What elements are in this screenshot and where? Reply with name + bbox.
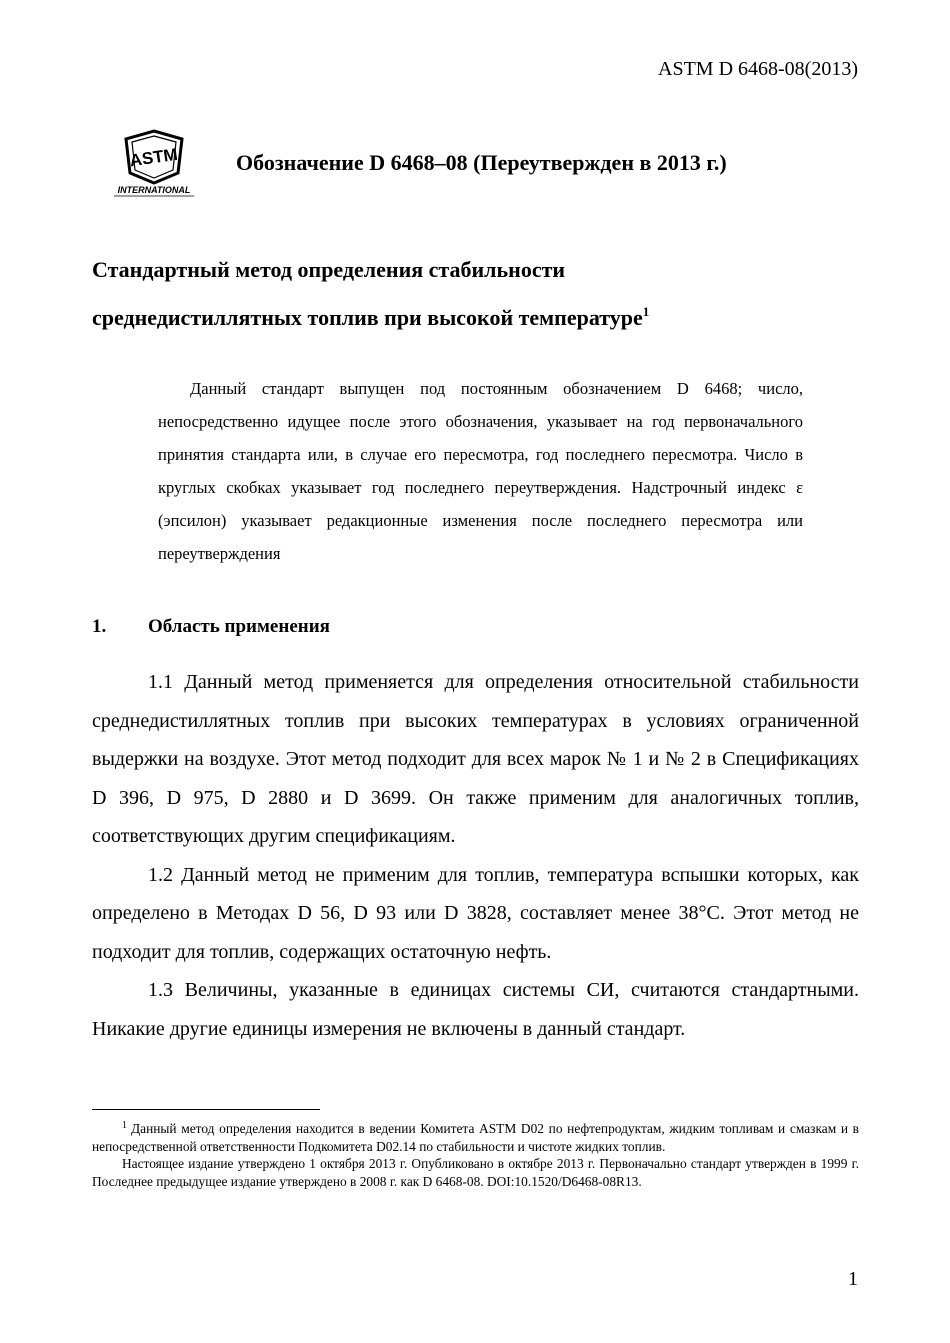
footnote-2: Настоящее издание утверждено 1 октября 2013 г. Опубликовано в октябре 2013 г. Первоначально стандарт утвержден в 1999 г. Последнее предыдущее издание утверждено в 2008 г. как D 6468-08. DOI:10.1520/D6468-08R13. <box>92 1156 859 1189</box>
section-number: 1. <box>92 616 107 637</box>
document-title <box>92 249 862 339</box>
footnote-mark: 1 <box>122 1120 127 1131</box>
preamble-paragraph: Данный стандарт выпущен под постоянным обозначением D 6468; число, непосредственно идущее после этого обозначения, указывает на год первоначального принятия стандарта или, в случае его пересмотра, год последнего пересмотра. Число в круглых скобках указывает год последнего переутверждения. Надстрочный индекс ε (эпсилон) указывает редакционные изменения после последнего пересмотра или переутверждения <box>158 379 803 563</box>
paragraph-1-1: 1.1 Данный метод применяется для определения относительной стабильности среднедистиллятных топлив при высоких температурах в условиях ограниченной выдержки на воздухе. Этот метод подходит для всех марок № 1 и № 2 в Спецификациях D 396, D 975, D 2880 и D 3699. Он также применим для аналогичных топлив, соответствующих другим спецификациям. <box>92 671 859 847</box>
title-line-2-text: среднедистиллятных топлив при высокой температуре <box>92 305 643 330</box>
astm-logo-letters: ASTM <box>128 144 179 171</box>
title-line-1: Стандартный метод определения стабильности <box>92 257 566 282</box>
title-line-2 <box>92 291 862 339</box>
astm-logo-mark <box>126 131 182 183</box>
paragraph-1-2: 1.2 Данный метод не применим для топлив, температура вспышки которых, как определено в Методах D 56, D 93 или D 3828, составляет менее 38°C. Этот метод не подходит для топлив, содержащих остаточную нефть. <box>92 863 859 963</box>
paragraph-1-3: 1.3 Величины, указанные в единицах системы СИ, считаются стандартными. Никакие другие единицы измерения не включены в данный стандарт. <box>92 979 859 1040</box>
section-title: Область применения <box>148 616 330 637</box>
footnote-divider <box>92 1109 320 1110</box>
astm-logo-caption: INTERNATIONAL <box>117 185 191 195</box>
document-code: ASTM D 6468-08(2013) <box>658 58 858 80</box>
page-number: 1 <box>848 1268 858 1290</box>
footnotes <box>92 1117 859 1190</box>
footnote-1 <box>92 1117 859 1155</box>
astm-logo <box>112 128 196 198</box>
section-body <box>92 663 859 1048</box>
section-heading <box>92 616 330 638</box>
title-footnote-mark: 1 <box>642 304 650 319</box>
footnote-1-text: Данный метод определения находится в ведении Комитета ASTM D02 по нефтепродуктам, жидким топливам и смазкам и в непосредственной ответственности Подкомитета D02.14 по стабильности и чистоте жидких топлив. <box>92 1121 859 1154</box>
standard-designation: Обозначение D 6468–08 (Переутвержден в 2013 г.) <box>236 150 727 175</box>
